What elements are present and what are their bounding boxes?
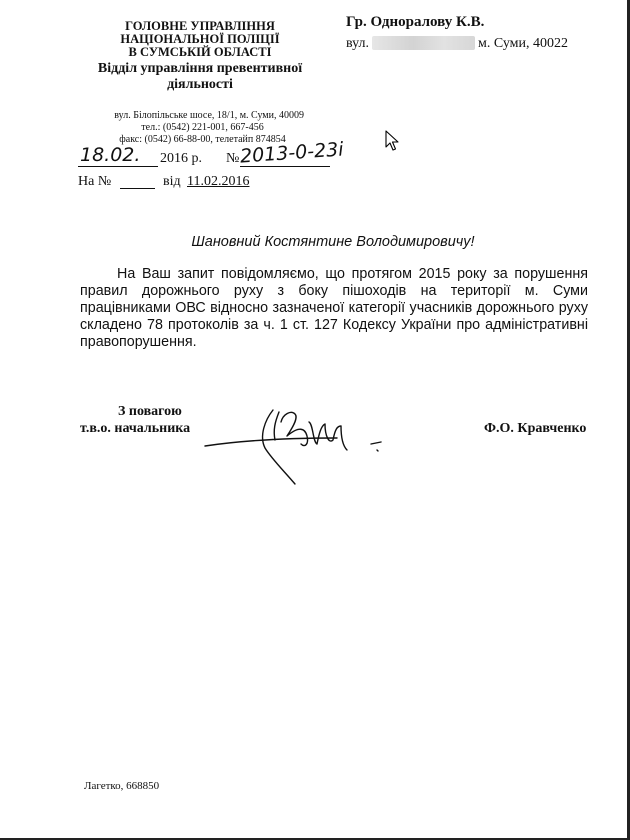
body-paragraph: На Ваш запит повідомляємо, що протягом 2015 року за порушення правил дорожнього руху з боку пішоходів на території м. Суми працівниками ОВС відносно зазначеної категорії учасників дорожнього руху складено 78 протоколів за ч. 1 ст. 127 Кодексу України про адміністративні правопорушення.: [80, 266, 588, 350]
outgoing-number-label: №: [226, 151, 240, 166]
outgoing-number-handwritten: 2013-0-23і: [239, 138, 345, 168]
recipient-city: м. Суми, 40022: [478, 36, 569, 51]
mouse-cursor-icon: [385, 130, 399, 152]
incoming-label: На №: [78, 174, 112, 189]
sender-line-3: В СУМСЬКІЙ ОБЛАСТІ: [128, 45, 272, 59]
closing-line-2: т.в.о. начальника: [80, 421, 191, 436]
sender-line-2: НАЦІОНАЛЬНОЇ ПОЛІЦІЇ: [120, 32, 280, 46]
sender-phone: тел.: (0542) 221-001, 667-456: [141, 122, 264, 133]
incoming-number-blank: [120, 174, 155, 189]
handwritten-signature: [195, 400, 390, 490]
footer-executor: Лагетко, 668850: [84, 780, 160, 792]
sender-contacts: [95, 110, 310, 146]
outgoing-date-handwritten: 18.02.: [80, 144, 141, 166]
recipient-street-label: вул.: [346, 36, 370, 51]
recipient-name: Гр. Одноралову К.В.: [346, 14, 485, 30]
department-line-2: діяльності: [167, 77, 233, 92]
sender-address: вул. Білопільське шосе, 18/1, м. Суми, 40009: [114, 110, 304, 121]
sender-line-1: ГОЛОВНЕ УПРАВЛІННЯ: [125, 19, 275, 33]
salutation: Шановний Костянтине Володимировичу!: [191, 234, 475, 250]
incoming-from-label: від: [163, 174, 181, 189]
sender-fax: факс: (0542) 66-88-00, телетайп 874854: [119, 134, 286, 145]
department-line-1: Відділ управління превентивної: [97, 61, 303, 76]
incoming-date: 11.02.2016: [187, 174, 250, 189]
sender-department: [88, 61, 312, 93]
redacted-street: [372, 36, 475, 50]
letter-body: [80, 266, 588, 351]
outgoing-year: 2016 р.: [160, 151, 202, 166]
signatory-name: Ф.О. Кравченко: [484, 421, 587, 436]
closing-line-1: З повагою: [118, 404, 182, 419]
sender-block: [100, 20, 300, 59]
